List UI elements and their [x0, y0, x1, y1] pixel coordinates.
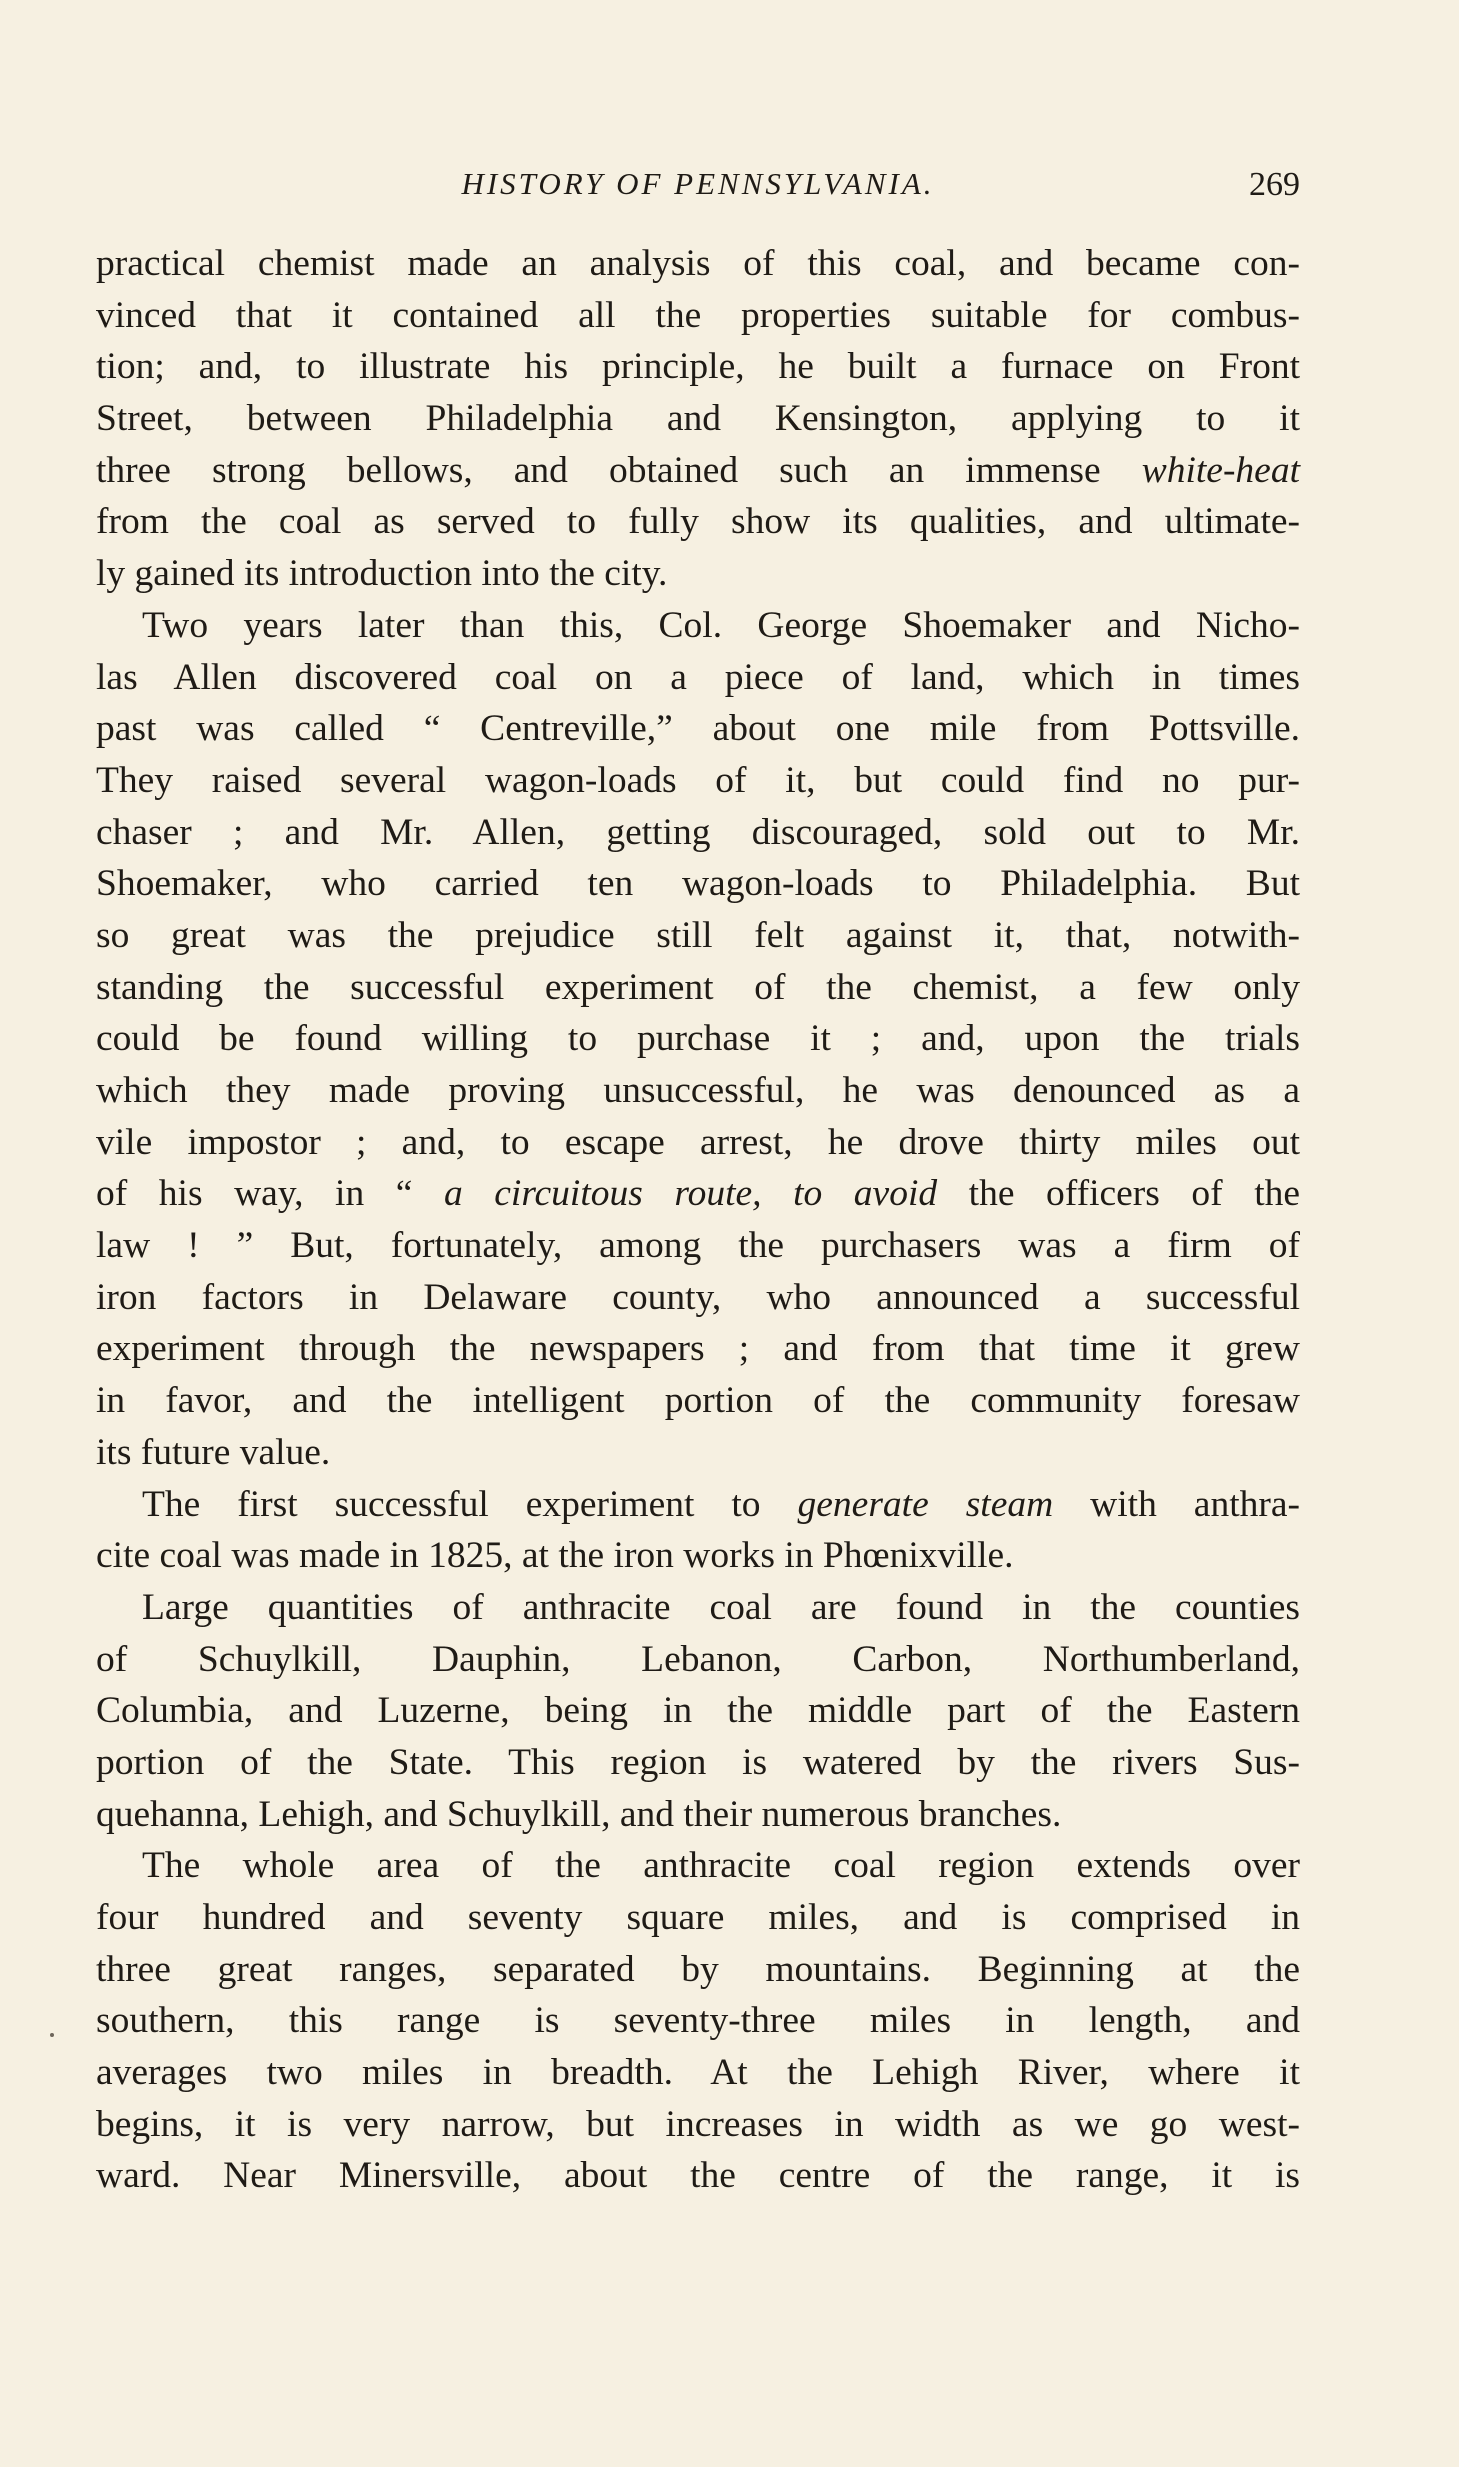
- emphasis: generate steam: [797, 1483, 1054, 1525]
- text-line: three strong bellows, and obtained such an immense white-heat: [96, 449, 1300, 491]
- text-line: iron factors in Delaware county, who announced a successful: [96, 1276, 1300, 1318]
- text-line: vinced that it contained all the properties suitable for combus-: [96, 294, 1300, 336]
- text-line: vile impostor ; and, to escape arrest, he drove thirty miles out: [96, 1121, 1300, 1163]
- running-title: HISTORY OF PENNSYLVANIA.: [461, 166, 935, 201]
- text-line: could be found willing to purchase it ; and, upon the trials: [96, 1018, 1300, 1060]
- running-head: [96, 166, 1300, 210]
- text-line: so great was the prejudice still felt against it, that, notwith-: [96, 914, 1300, 956]
- emphasis: white-heat: [1141, 449, 1300, 491]
- text-line: of his way, in “ a circuitous route, to avoid the officers of the: [96, 1173, 1301, 1215]
- text-line: from the coal as served to fully show its qualities, and ultimate-: [96, 501, 1300, 543]
- emphasis: a circuitous route, to avoid: [443, 1173, 938, 1215]
- paper-speck: [50, 2033, 54, 2037]
- text-line: ward. Near Minersville, about the centre of the range, it is: [96, 2155, 1300, 2197]
- text-line: Shoemaker, who carried ten wagon-loads to Philadelphia. But: [96, 863, 1300, 905]
- text-line: las Allen discovered coal on a piece of land, which in times: [96, 656, 1300, 698]
- text-line: law ! ” But, fortunately, among the purchasers was a firm of: [96, 1225, 1300, 1267]
- text-line: four hundred and seventy square miles, and is comprised in: [96, 1897, 1300, 1938]
- text-line: averages two miles in breadth. At the Lehigh River, where it: [96, 2052, 1300, 2094]
- text-line: They raised several wagon-loads of it, but could find no pur-: [96, 759, 1300, 801]
- text-line: quehanna, Lehigh, and Schuylkill, and their numerous branches.: [96, 1793, 1062, 1835]
- page-number: 269: [1249, 166, 1300, 203]
- text-line: which they made proving unsuccessful, he was denounced as a: [96, 1070, 1300, 1111]
- text-line: in favor, and the intelligent portion of the community foresaw: [96, 1380, 1300, 1422]
- text-line: standing the successful experiment of the chemist, a few only: [96, 966, 1300, 1008]
- paragraph-start: The first successful experiment to generate steam with anthra-: [142, 1483, 1300, 1525]
- text-line: Street, between Philadelphia and Kensington, applying to it: [96, 398, 1300, 440]
- paragraph-start: The whole area of the anthracite coal region extends over: [142, 1845, 1300, 1887]
- text-line: its future value.: [96, 1431, 331, 1473]
- paragraph-start: Two years later than this, Col. George Shoemaker and Nicho-: [142, 604, 1300, 646]
- text-line: past was called “ Centreville,” about one mile from Pottsville.: [96, 708, 1300, 750]
- text-line: practical chemist made an analysis of this coal, and became con-: [96, 243, 1300, 284]
- text-line: three great ranges, separated by mountains. Beginning at the: [96, 1948, 1300, 1990]
- text-line: begins, it is very narrow, but increases in width as we go west-: [96, 2103, 1300, 2145]
- text-line: portion of the State. This region is watered by the rivers Sus-: [96, 1741, 1300, 1783]
- text-line: of Schuylkill, Dauphin, Lebanon, Carbon, Northumberland,: [96, 1638, 1300, 1680]
- text-line: ly gained its introduction into the city.: [96, 553, 668, 595]
- text-line: Columbia, and Luzerne, being in the middle part of the Eastern: [96, 1690, 1300, 1732]
- text-line: chaser ; and Mr. Allen, getting discouraged, sold out to Mr.: [96, 811, 1300, 853]
- text-line: tion; and, to illustrate his principle, he built a furnace on Front: [96, 346, 1300, 388]
- body-text: [96, 238, 1300, 2202]
- paragraph-start: Large quantities of anthracite coal are found in the counties: [142, 1586, 1300, 1628]
- text-line: cite coal was made in 1825, at the iron works in Phœnixville.: [96, 1535, 1014, 1577]
- text-line: experiment through the newspapers ; and from that time it grew: [96, 1328, 1300, 1370]
- text-line: southern, this range is seventy-three miles in length, and: [96, 2000, 1300, 2042]
